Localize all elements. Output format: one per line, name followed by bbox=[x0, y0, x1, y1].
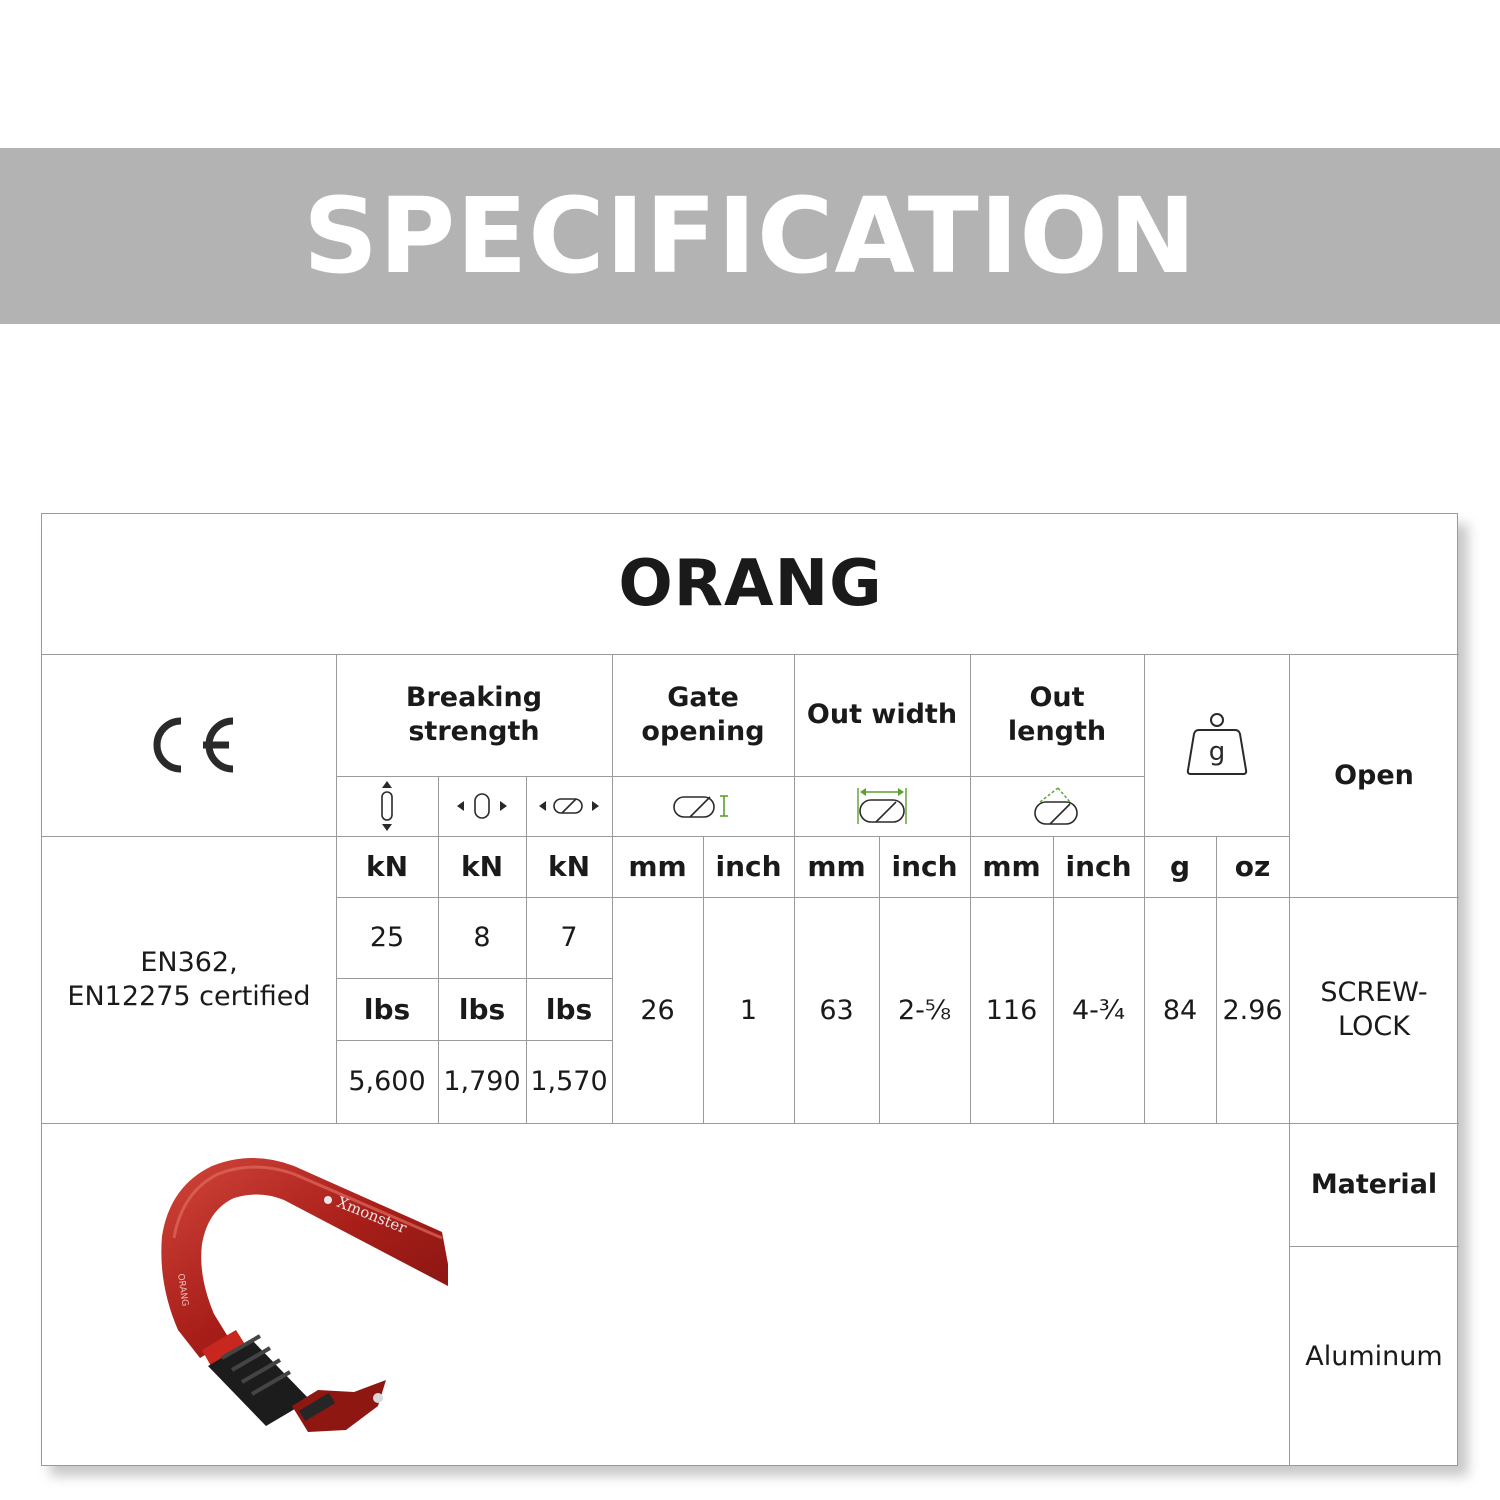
model-engraving: ORANG bbox=[175, 1273, 190, 1307]
unit-kn-minor: kN bbox=[460, 850, 504, 883]
unit-lbs-major: lbs bbox=[363, 992, 411, 1026]
value-width-inch: 2-⅝ bbox=[897, 994, 952, 1026]
value-width-mm: 63 bbox=[819, 994, 854, 1026]
unit-length-mm: mm bbox=[982, 850, 1041, 883]
open-type-line2: LOCK bbox=[1338, 1011, 1410, 1042]
value-kn-open: 7 bbox=[560, 922, 578, 953]
open-type-line1: SCREW- bbox=[1320, 977, 1428, 1008]
unit-gate-mm: mm bbox=[628, 850, 687, 883]
gate-opening-header-line1: Gate bbox=[667, 682, 739, 713]
gate-opening-header bbox=[612, 654, 794, 776]
material-value: Aluminum bbox=[1305, 1340, 1443, 1372]
banner-title: SPECIFICATION bbox=[303, 175, 1197, 297]
brand-engraving: Xmonster bbox=[334, 1193, 410, 1238]
value-length-inch: 4-¾ bbox=[1071, 994, 1126, 1026]
header-banner bbox=[0, 148, 1500, 324]
certification-line1: EN362, bbox=[140, 946, 238, 978]
breaking-strength-header: Breaking strength bbox=[405, 682, 543, 747]
unit-length-inch: inch bbox=[1065, 850, 1132, 883]
out-length-header-line1: Out bbox=[1029, 682, 1085, 713]
ce-mark-icon bbox=[42, 654, 336, 836]
value-kn-major: 25 bbox=[369, 922, 405, 953]
unit-kn-open: kN bbox=[547, 850, 591, 883]
unit-lbs-open: lbs bbox=[545, 992, 593, 1026]
unit-width-inch: inch bbox=[891, 850, 958, 883]
value-lbs-minor: 1,790 bbox=[443, 1066, 521, 1097]
value-lbs-open: 1,570 bbox=[530, 1066, 608, 1097]
value-open-type bbox=[1289, 897, 1459, 1123]
value-lbs-major: 5,600 bbox=[348, 1066, 426, 1097]
unit-weight-g: g bbox=[1169, 850, 1191, 883]
carabiner-image bbox=[142, 1144, 472, 1434]
out-length-header bbox=[970, 654, 1144, 776]
open-header: Open bbox=[1334, 759, 1414, 791]
out-width-header: Out width bbox=[806, 699, 958, 730]
gate-open-axis-icon bbox=[526, 776, 612, 836]
grid-line bbox=[42, 1123, 1459, 1124]
value-gate-inch: 1 bbox=[739, 994, 758, 1026]
unit-lbs-minor: lbs bbox=[458, 992, 506, 1026]
major-axis-icon bbox=[336, 776, 438, 836]
certification-text bbox=[42, 836, 336, 1123]
value-length-mm: 116 bbox=[985, 994, 1038, 1026]
weight-icon bbox=[1144, 654, 1289, 836]
unit-kn-major: kN bbox=[365, 850, 409, 883]
gate-opening-header-line2: opening bbox=[641, 716, 765, 747]
spec-table bbox=[41, 513, 1458, 1466]
material-header: Material bbox=[1310, 1168, 1438, 1200]
gate-opening-icon bbox=[612, 776, 794, 836]
value-kn-minor: 8 bbox=[473, 922, 491, 953]
minor-axis-icon bbox=[438, 776, 526, 836]
weight-icon-label: g bbox=[1208, 737, 1225, 767]
out-length-icon bbox=[970, 776, 1144, 836]
unit-weight-oz: oz bbox=[1234, 850, 1271, 883]
value-gate-mm: 26 bbox=[640, 994, 675, 1026]
unit-gate-inch: inch bbox=[715, 850, 782, 883]
product-name: ORANG bbox=[618, 547, 883, 621]
out-width-icon bbox=[794, 776, 970, 836]
value-weight-g: 84 bbox=[1162, 994, 1198, 1026]
out-length-header-line2: length bbox=[1007, 716, 1107, 747]
certification-line2: EN12275 certified bbox=[67, 980, 311, 1012]
unit-width-mm: mm bbox=[807, 850, 866, 883]
value-weight-oz: 2.96 bbox=[1222, 994, 1283, 1026]
